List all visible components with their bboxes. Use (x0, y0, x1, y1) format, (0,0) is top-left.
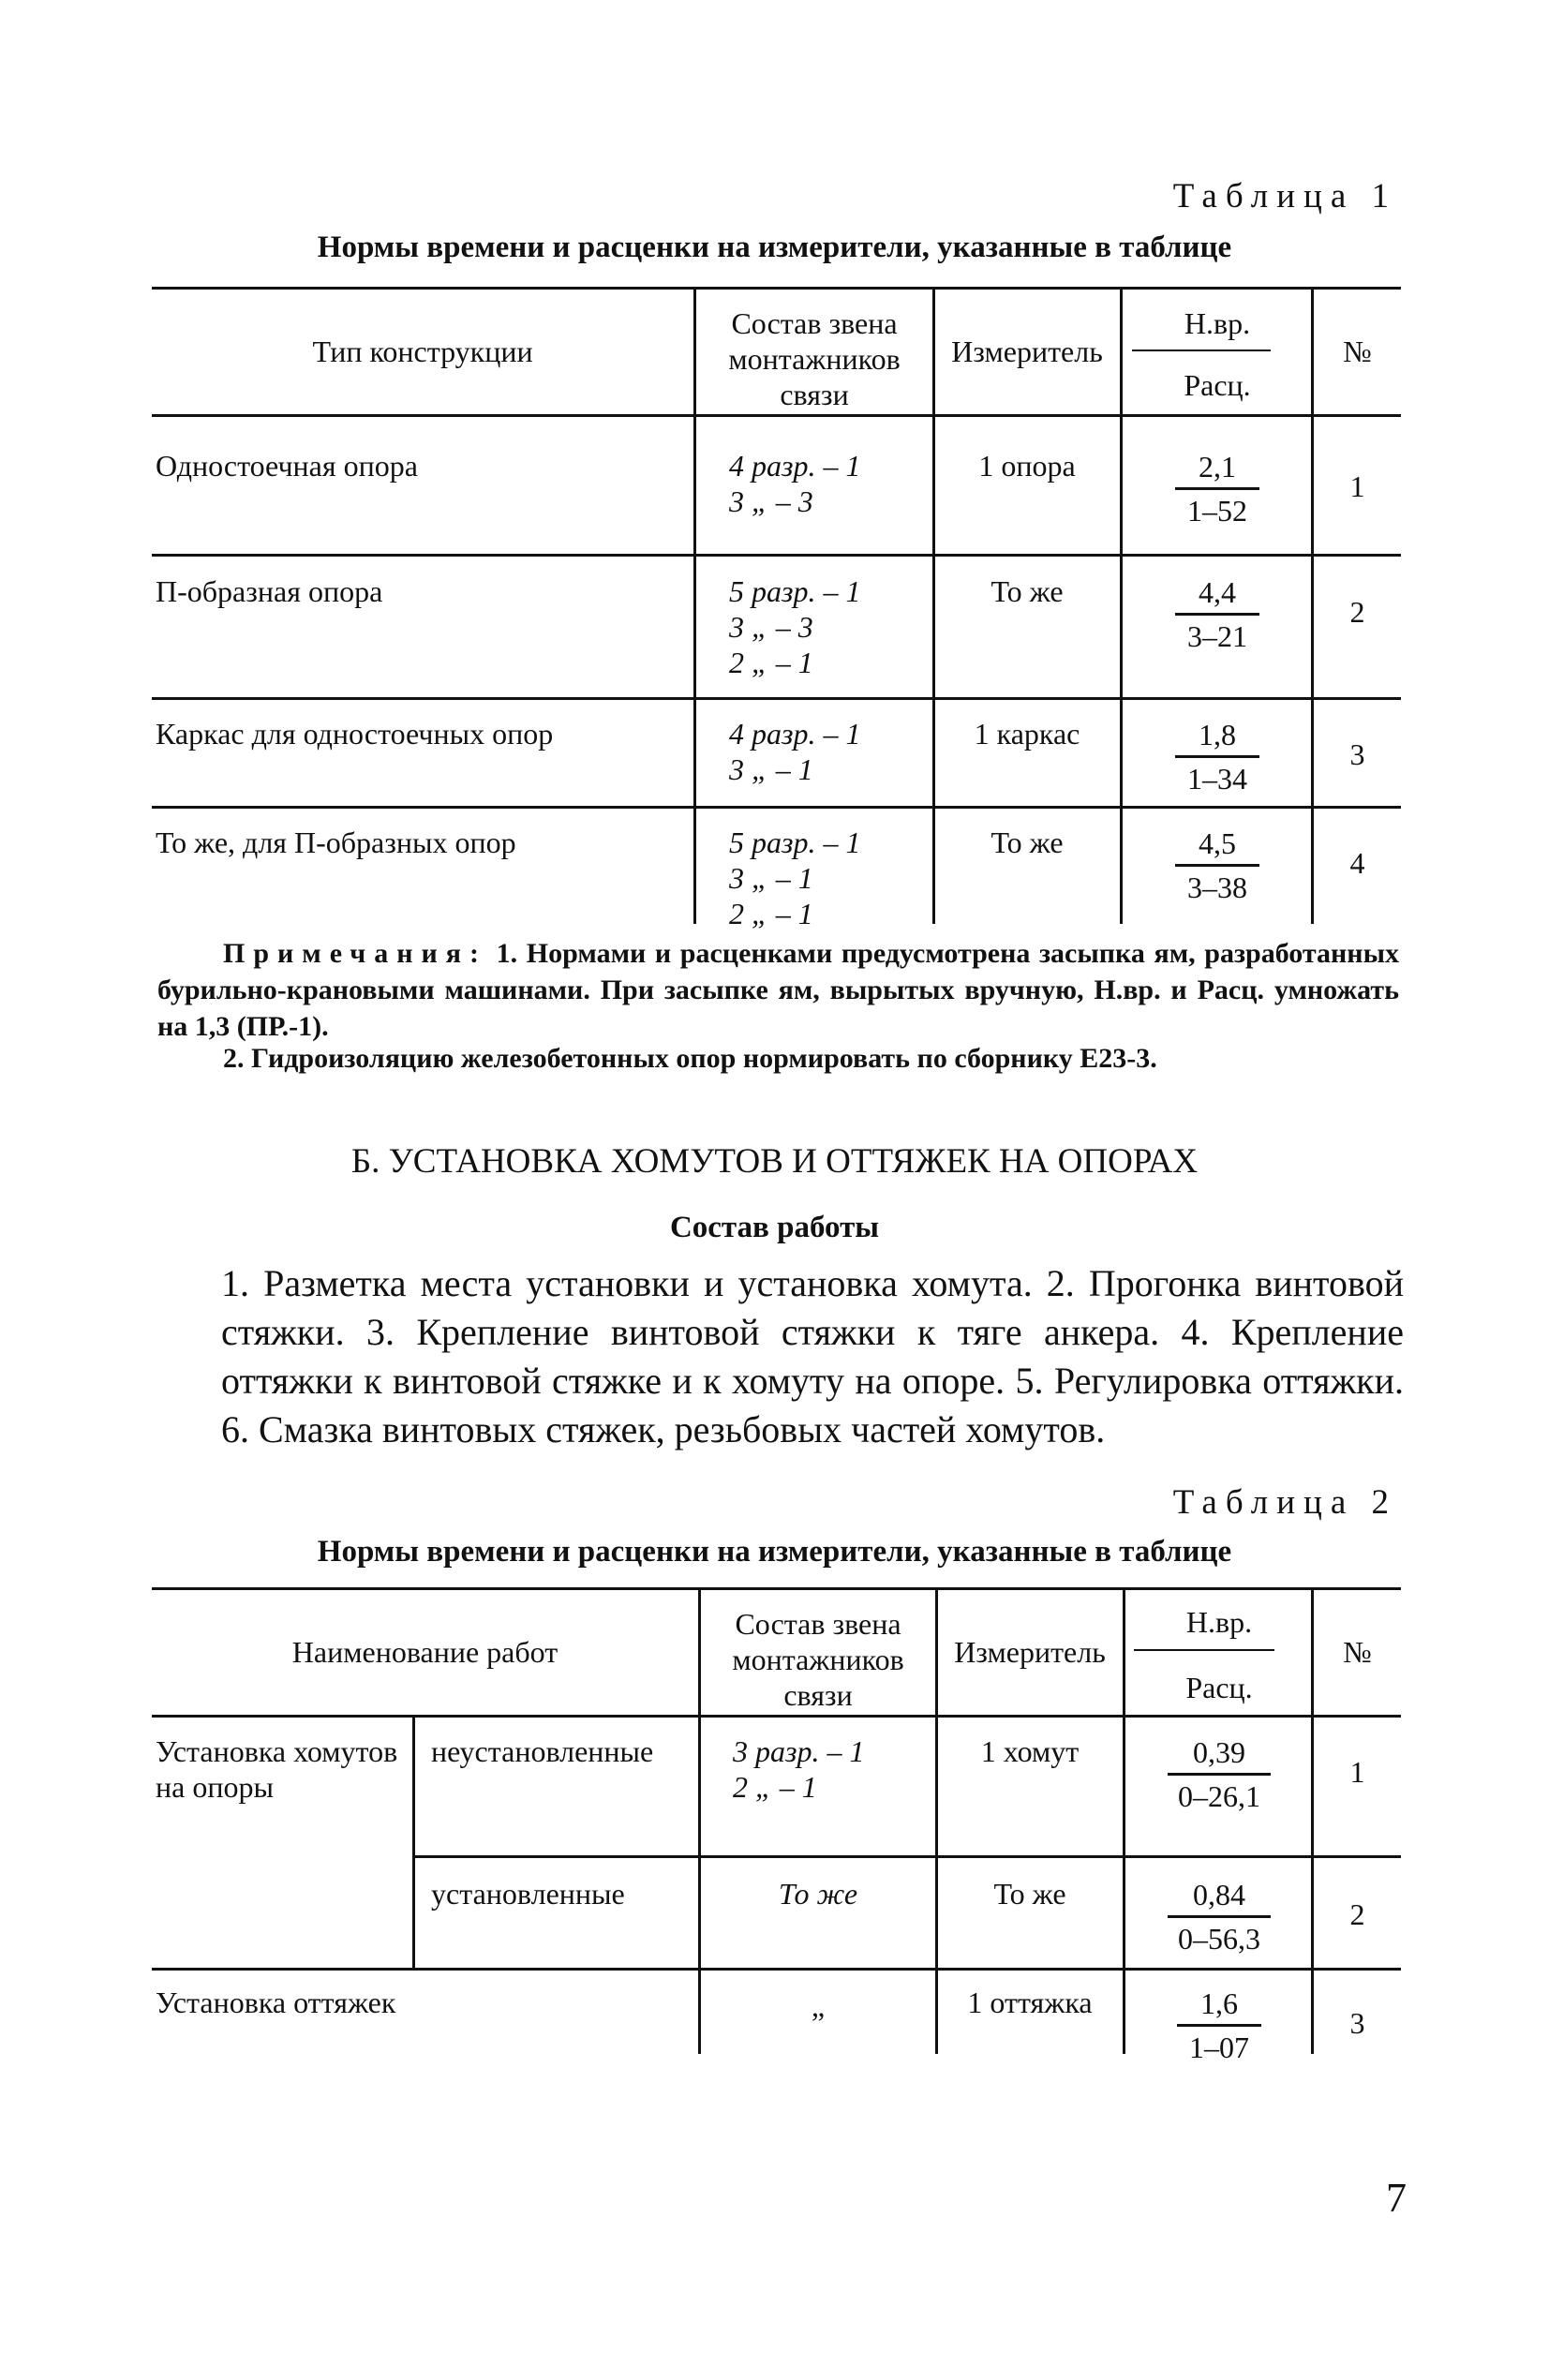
t1-r1-crew-1: 4 разр. – 1 (729, 449, 861, 483)
t1-r2-bar (1175, 613, 1259, 616)
t2-r1-sub: неустановленные (431, 1734, 654, 1768)
t1-r2-no: 2 (1349, 595, 1365, 629)
t2-r2-sub: установленные (431, 1877, 625, 1911)
table2-col-rule (412, 1715, 415, 1968)
table1-top-rule (152, 287, 1401, 290)
t1-r2-crew-1: 5 разр. – 1 (729, 574, 861, 608)
t1-r3-type: Каркас для одностоечных опор (156, 717, 554, 751)
t1-r1-no: 1 (1349, 469, 1365, 503)
table2-col-rule (698, 1587, 701, 2054)
t2-r1-unit: 1 хомут (980, 1734, 1080, 1768)
t2-header-unit: Измеритель (954, 1635, 1106, 1669)
notes-lead: Примечания: (223, 938, 488, 969)
table1-header-rule (152, 414, 1401, 417)
t1-r2-fraction (1125, 573, 1310, 655)
t1-header-no: № (1343, 335, 1372, 368)
t2-r3-rate: 1–07 (1189, 2030, 1249, 2064)
t1-r4-bar (1175, 864, 1259, 867)
t1-r3-no: 3 (1349, 737, 1365, 771)
t2-r2-unit: То же (993, 1877, 1066, 1911)
t1-r3-crew-1: 4 разр. – 1 (729, 717, 861, 751)
t1-r4-no: 4 (1349, 846, 1365, 880)
section-b-title: Б. УСТАНОВКА ХОМУТОВ И ОТТЯЖЕК НА ОПОРАХ (350, 1142, 1199, 1181)
t1-r1-crew-2: 3 „ – 3 (729, 484, 813, 518)
t1-r2-crew-3: 2 „ – 1 (729, 646, 813, 679)
t1-r3-nvr: 1,8 (1199, 718, 1236, 751)
table2-header-rule (152, 1715, 1401, 1718)
t2-r1-crew-2: 2 „ – 1 (733, 1770, 817, 1804)
table1-label: Таблица 1 (1172, 177, 1397, 216)
t2-r1-fraction (1127, 1733, 1311, 1815)
t2-r2-rate: 0–56,3 (1178, 1922, 1260, 1956)
table1-note-2: 2. Гидроизоляцию железобетонных опор нормировать по сборнику Е23-3. (223, 1043, 1157, 1074)
table1-col-rule (693, 287, 696, 924)
t2-r3-unit: 1 оттяжка (967, 1986, 1093, 2019)
t2-r2-nvr: 0,84 (1193, 1878, 1245, 1911)
table2-top-rule (152, 1587, 1401, 1590)
table1-row-rule (152, 806, 1401, 809)
t1-r1-unit: 1 опора (978, 449, 1076, 483)
t2-r1-nvr: 0,39 (1193, 1735, 1245, 1769)
t1-header-type: Тип конструкции (312, 335, 533, 368)
table1-caption: Нормы времени и расценки на измерители, указанные в таблице (317, 231, 1232, 264)
t1-r2-nvr: 4,4 (1199, 575, 1236, 609)
t1-r3-unit: 1 каркас (974, 717, 1080, 751)
t1-r2-unit: То же (990, 574, 1064, 608)
t1-r4-crew-2: 3 „ – 1 (729, 861, 813, 895)
t2-r1-crew-1: 3 разр. – 1 (733, 1734, 865, 1768)
t1-r4-rate: 3–38 (1187, 870, 1247, 904)
t1-r3-rate: 1–34 (1187, 762, 1247, 796)
t1-r2-crew-2: 3 „ – 3 (729, 610, 813, 644)
t1-r4-fraction (1125, 825, 1310, 906)
notes-text-1: 1. Нормами и расценками предусмотрена засыпка ям, разработанных бурильно-крановыми машинами. При засыпке ям, вырытых вручную, Н.вр. и Расц. умножать на 1,3 (ПР.-1). (157, 938, 1400, 1042)
t1-header-crew: Состав звена монтажников связи (728, 306, 901, 411)
t1-r1-fraction (1125, 448, 1310, 529)
section-b-subtitle: Состав работы (669, 1211, 880, 1244)
t2-r2-no: 2 (1349, 1897, 1365, 1931)
t2-r3-work: Установка оттяжек (156, 1986, 396, 2019)
table2-caption: Нормы времени и расценки на измерители, указанные в таблице (317, 1535, 1232, 1569)
t1-r4-crew-1: 5 разр. – 1 (729, 826, 861, 859)
t2-header-frac-bar (1134, 1649, 1274, 1651)
t1-r4-unit: То же (990, 826, 1064, 859)
t1-r3-crew-2: 3 „ – 1 (729, 752, 813, 786)
t2-header-crew: Состав звена монтажников связи (732, 1607, 904, 1712)
table2-sub-rule (412, 1855, 1401, 1858)
t2-header-nvr: Н.вр. (1185, 1605, 1253, 1639)
t2-r3-fraction (1127, 1985, 1311, 2066)
t2-header-rate: Расц. (1185, 1671, 1253, 1704)
t2-r2-bar (1168, 1915, 1271, 1918)
table2-col-rule (1123, 1587, 1125, 2054)
t1-r1-rate: 1–52 (1187, 494, 1247, 528)
table2-label: Таблица 2 (1172, 1483, 1397, 1522)
t2-r1-rate: 0–26,1 (1178, 1779, 1260, 1813)
t2-header-no: № (1343, 1635, 1372, 1669)
t1-r3-bar (1175, 755, 1259, 758)
table1-col-rule (1120, 287, 1123, 924)
t1-r2-rate: 3–21 (1187, 619, 1247, 653)
t1-r1-bar (1175, 487, 1259, 490)
t1-r4-nvr: 4,5 (1199, 826, 1236, 860)
t2-header-work: Наименование работ (291, 1635, 559, 1669)
t2-r2-crew: То же (778, 1877, 858, 1911)
t1-r4-type: То же, для П-образных опор (156, 826, 516, 859)
t2-r3-crew: „ (811, 1989, 826, 2023)
table1-row-rule (152, 554, 1401, 557)
t1-r1-nvr: 2,1 (1199, 450, 1236, 483)
t1-header-nvr: Н.вр. (1184, 306, 1251, 340)
t1-header-frac-bar (1132, 350, 1271, 351)
t2-r2-fraction (1127, 1876, 1311, 1957)
t2-r3-no: 3 (1349, 2006, 1365, 2040)
section-b-text: 1. Разметка места установки и установка хомута. 2. Прогонка винтовой стяжки. 3. Крепление винтовой стяжки к тяге анкера. 4. Крепление оттяжки к винтовой стяжке и к хомуту на опоре. 5. Регулировка оттяжки. 6. Смазка винтовых стяжек, резьбовых частей хомутов. (221, 1262, 1404, 1450)
t2-r1-no: 1 (1349, 1755, 1365, 1789)
t1-r1-type: Одностоечная опора (156, 449, 418, 483)
page-number: 7 (1386, 2175, 1407, 2221)
table1-note-1 (157, 935, 1399, 1045)
t1-r2-type: П-образная опора (156, 574, 383, 608)
t2-group-label: Установка хомутов на опоры (156, 1734, 398, 1804)
t1-r4-crew-3: 2 „ – 1 (729, 897, 813, 930)
t1-r3-fraction (1125, 716, 1310, 797)
t2-r3-nvr: 1,6 (1200, 1986, 1238, 2020)
t2-r1-bar (1168, 1773, 1271, 1776)
t1-header-rate: Расц. (1184, 368, 1251, 402)
t2-r3-bar (1177, 2024, 1261, 2027)
t1-header-unit: Измеритель (951, 335, 1103, 368)
table2-row-rule (152, 1968, 1401, 1971)
table1-row-rule (152, 697, 1401, 700)
